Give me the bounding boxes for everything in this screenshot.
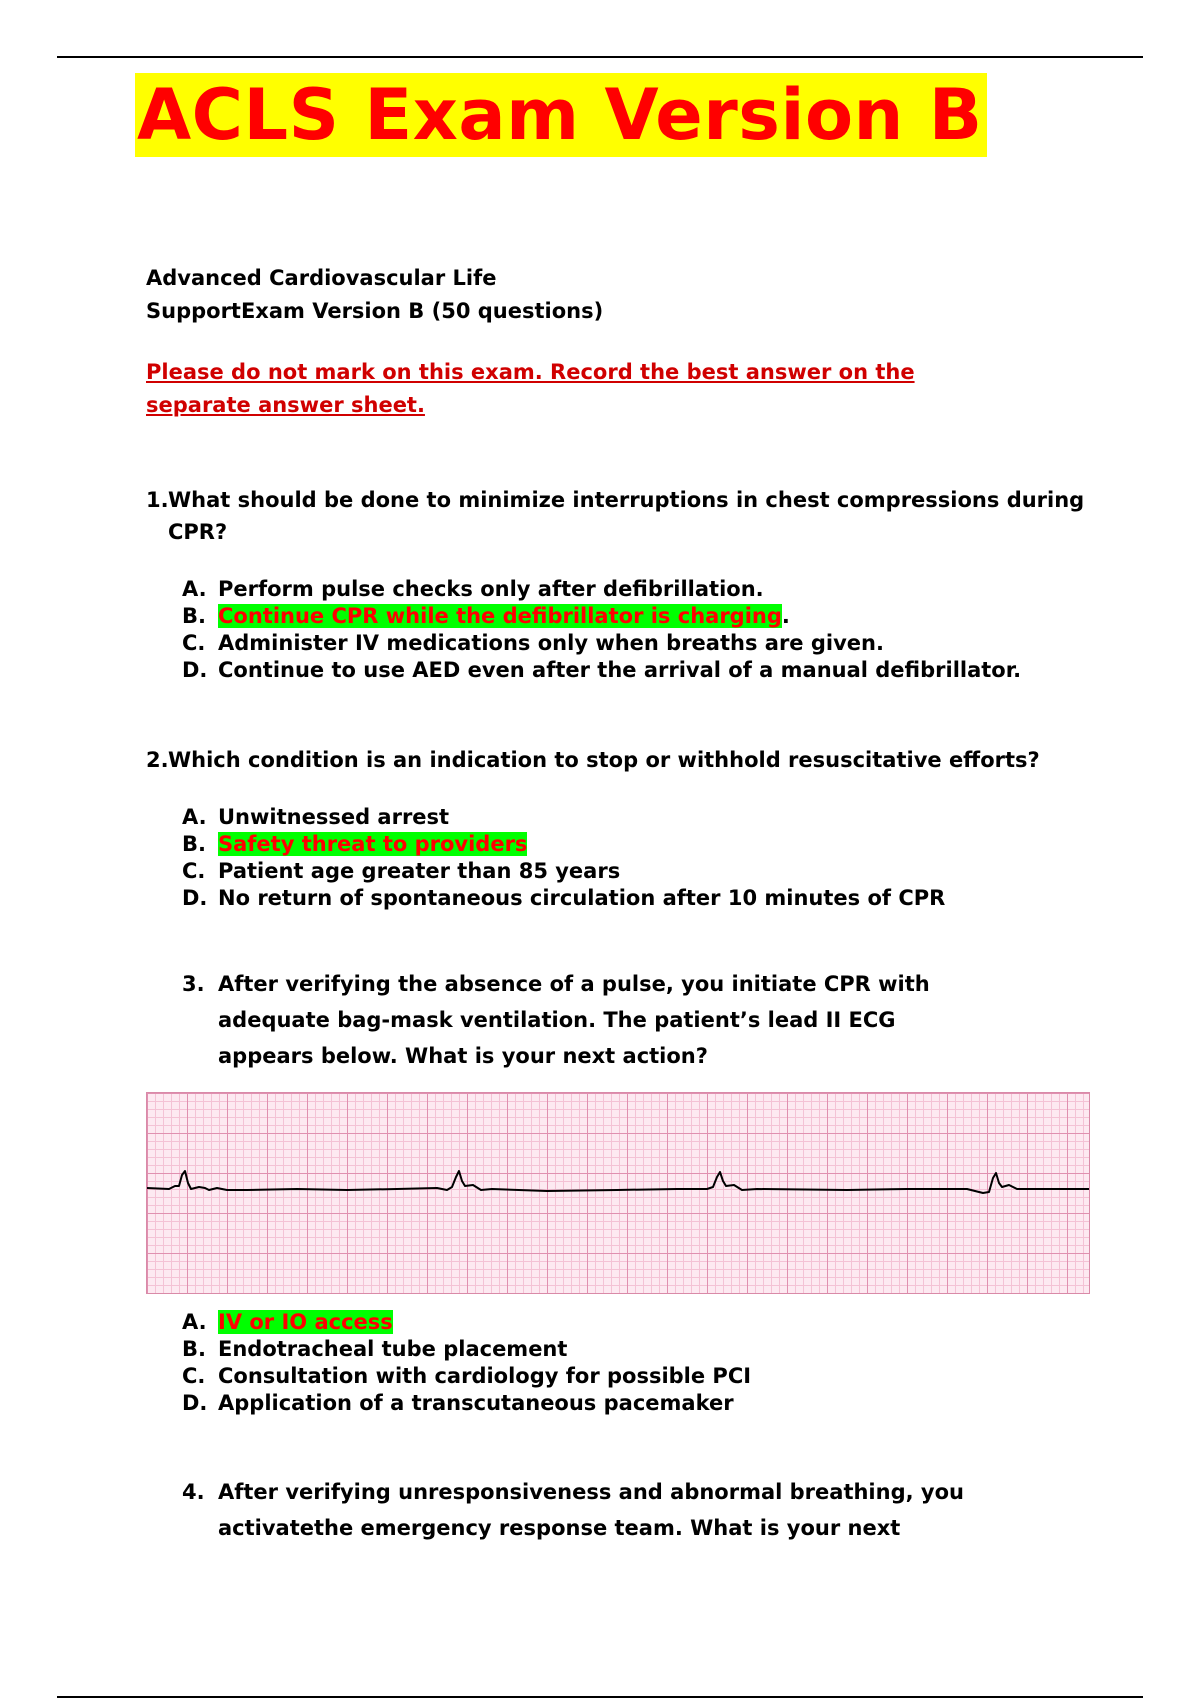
- option-text: Perform pulse checks only after defibrillation.: [218, 577, 764, 601]
- question-number: 3.: [182, 972, 205, 996]
- question-3-options: [182, 1309, 751, 1417]
- question-1: [146, 484, 1121, 548]
- option-text: Unwitnessed arrest: [218, 805, 450, 829]
- question-4: [182, 1474, 982, 1546]
- subtitle-line-1: Advanced Cardiovascular Life: [146, 266, 497, 290]
- option-letter: B.: [182, 604, 206, 628]
- ecg-strip: [146, 1092, 1090, 1294]
- option-suffix: .: [781, 604, 790, 628]
- question-2-options: [182, 804, 945, 912]
- option-d: [182, 1390, 751, 1417]
- option-text: Continue to use AED even after the arrival of a manual defibrillator.: [218, 658, 1022, 682]
- option-text: Application of a transcutaneous pacemaker: [218, 1391, 734, 1415]
- option-letter: D.: [182, 886, 208, 910]
- option-letter: B.: [182, 832, 206, 856]
- option-text: Consultation with cardiology for possible PCI: [218, 1364, 752, 1388]
- question-number: 4.: [182, 1480, 205, 1504]
- option-letter: C.: [182, 631, 206, 655]
- question-2: [146, 744, 1121, 776]
- question-text: Which condition is an indication to stop or withhold resuscitative efforts?: [168, 748, 1040, 772]
- option-a-correct: [182, 1309, 751, 1336]
- ecg-waveform: [147, 1171, 1089, 1193]
- question-number: 1.: [146, 488, 169, 512]
- page-title: ACLS Exam Version B: [135, 73, 987, 157]
- option-letter: A.: [182, 805, 207, 829]
- top-divider: [57, 56, 1143, 58]
- question-number: 2.: [146, 748, 169, 772]
- question-text: After verifying unresponsiveness and abnormal breathing, you activatethe emergency response team. What is your next: [218, 1480, 964, 1540]
- option-c: [182, 858, 945, 885]
- option-d: [182, 885, 945, 912]
- bottom-divider: [57, 1696, 1143, 1698]
- option-letter: C.: [182, 1364, 206, 1388]
- option-text: Patient age greater than 85 years: [218, 859, 621, 883]
- exam-notice: Please do not mark on this exam. Record the best answer on the separate answer sheet.: [146, 360, 915, 417]
- exam-subtitle: [146, 262, 603, 328]
- question-text: After verifying the absence of a pulse, you initiate CPR with adequate bag-mask ventilation. The patient’s lead II ECG appears below. What is your next action?: [218, 972, 930, 1068]
- option-c: [182, 630, 1021, 657]
- subtitle-line-2: SupportExam Version B (50 questions): [146, 299, 604, 323]
- option-d: [182, 657, 1021, 684]
- option-a: [182, 804, 945, 831]
- option-text: Administer IV medications only when breaths are given.: [218, 631, 884, 655]
- correct-answer-highlight: Continue CPR while the defibrillator is charging: [218, 604, 782, 628]
- option-letter: A.: [182, 577, 207, 601]
- option-letter: D.: [182, 1391, 208, 1415]
- option-a: [182, 576, 1021, 603]
- option-c: [182, 1363, 751, 1390]
- ecg-trace: [147, 1093, 1089, 1293]
- option-b-correct: [182, 603, 1021, 630]
- option-text: No return of spontaneous circulation after 10 minutes of CPR: [218, 886, 946, 910]
- option-letter: C.: [182, 859, 206, 883]
- correct-answer-highlight: IV or IO access: [218, 1310, 393, 1334]
- option-b-correct: [182, 831, 945, 858]
- option-letter: A.: [182, 1310, 207, 1334]
- option-letter: B.: [182, 1337, 206, 1361]
- question-3: [182, 966, 962, 1074]
- option-text: Endotracheal tube placement: [218, 1337, 568, 1361]
- question-text: What should be done to minimize interruptions in chest compressions during CPR?: [168, 488, 1085, 544]
- question-1-options: [182, 576, 1021, 684]
- option-letter: D.: [182, 658, 208, 682]
- correct-answer-highlight: Safety threat to providers: [218, 832, 528, 856]
- option-b: [182, 1336, 751, 1363]
